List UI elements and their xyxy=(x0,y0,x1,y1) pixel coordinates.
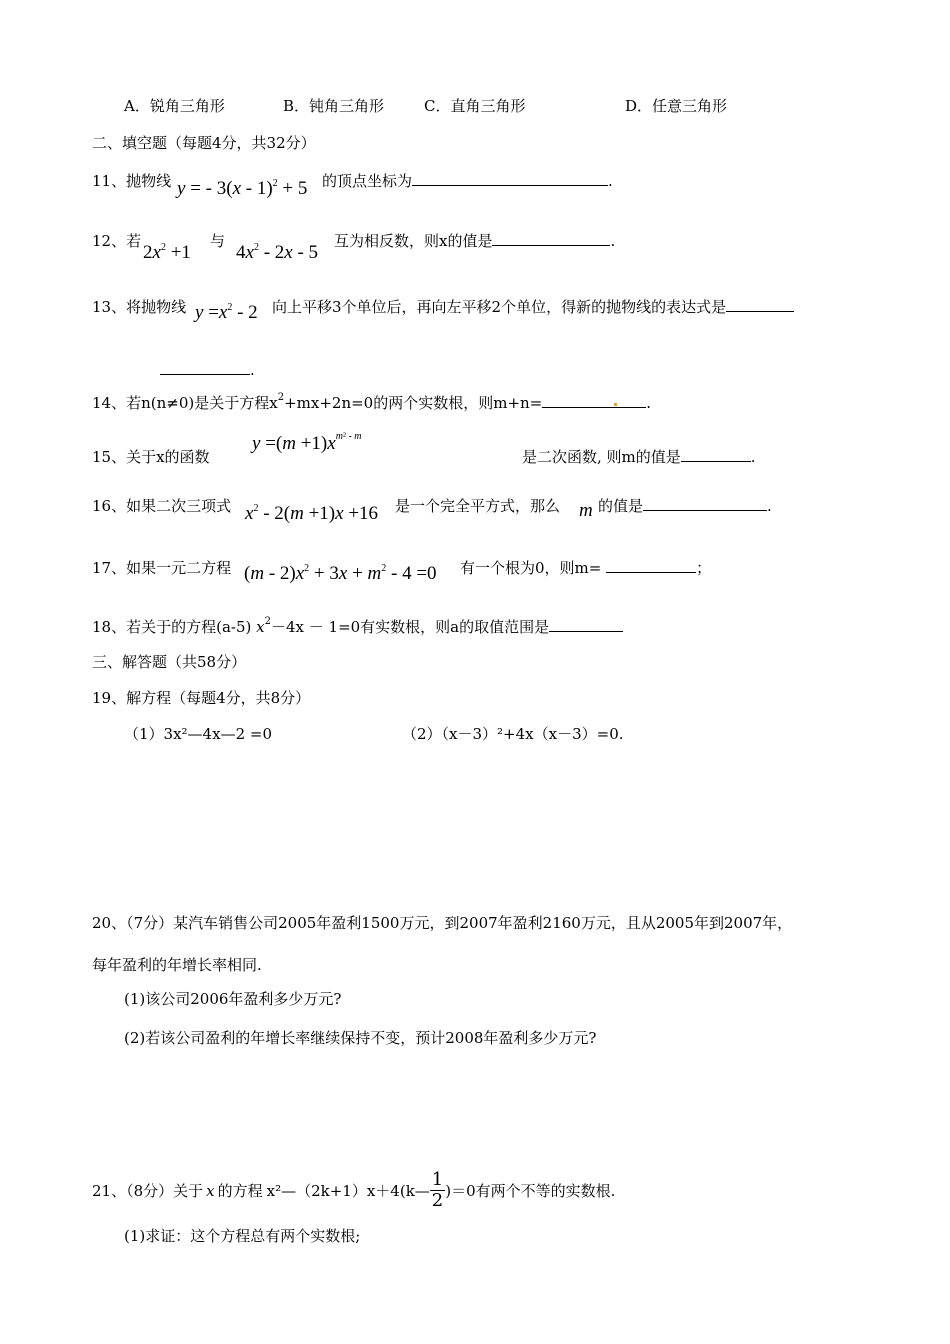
q13-answer-blank-2 xyxy=(160,360,250,375)
question-16 xyxy=(92,495,231,516)
q16-mid: 是一个完全平方式，那么 xyxy=(395,497,561,515)
section-2-heading: 二、填空题（每题4分，共32分） xyxy=(92,134,316,152)
q13-formula: $y =x^2 - 2$ xyxy=(195,302,258,323)
q14-number: 14、 xyxy=(92,394,127,412)
section-3-heading: 三、解答题（共58分） xyxy=(92,653,247,671)
option-d: D．任意三角形 xyxy=(625,97,728,115)
q15-answer-blank xyxy=(681,447,751,462)
q16-end: . xyxy=(767,497,772,515)
q21-mid: 的方程 xyxy=(217,1182,263,1200)
question-15 xyxy=(92,446,210,467)
q13-pre: 将抛物线 xyxy=(126,298,187,316)
question-20-line2: 每年盈利的年增长率相同. xyxy=(92,956,262,974)
q11-post xyxy=(322,170,613,191)
question-12 xyxy=(92,230,141,251)
q12-formula-b: $4x^2 - 2x - 5$ xyxy=(236,242,319,263)
q13-number: 13、 xyxy=(92,298,127,316)
q15-post-text: 是二次函数, 则m的值是 xyxy=(522,448,681,466)
q15-pre: 关于x的函数 xyxy=(126,448,210,466)
q12-number: 12、 xyxy=(92,232,127,250)
q20-part-1: (1)该公司2006年盈利多少万元? xyxy=(124,990,342,1008)
q18-answer-blank xyxy=(549,617,623,632)
q21-frac-num: 1 xyxy=(431,1169,444,1190)
q12-end: . xyxy=(610,232,616,250)
q14-answer-blank-2 xyxy=(616,393,646,408)
q11-post-text: 的顶点坐标为 xyxy=(322,172,413,190)
q14-pre: 若n(n xyxy=(126,394,167,412)
question-14 xyxy=(92,392,651,413)
q11-number: 11、 xyxy=(92,172,127,190)
q19-part-2: （2）（x－3）²+4x（x－3）=0. xyxy=(402,725,624,743)
q17-post-text: 有一个根为0，则m= xyxy=(460,559,602,577)
q17-answer-blank xyxy=(606,558,696,573)
question-13 xyxy=(92,296,186,317)
q14-sup: 2 xyxy=(277,392,285,403)
q11-pre: 抛物线 xyxy=(126,172,172,190)
q13-line2 xyxy=(160,360,255,379)
q21-var-x: x xyxy=(206,1181,215,1200)
q16-post xyxy=(598,495,772,516)
question-17 xyxy=(92,557,231,578)
q16-var: m xyxy=(579,500,593,521)
q14-end: . xyxy=(646,394,652,412)
q14-mark xyxy=(614,403,617,406)
q12-post xyxy=(334,230,615,251)
q13-post xyxy=(272,296,794,317)
q12-post-text: 互为相反数，则x的值是 xyxy=(334,232,493,250)
option-a: A．锐角三角形 xyxy=(124,97,225,115)
q12-pre: 若 xyxy=(126,232,142,250)
q14-neq: ≠ xyxy=(166,394,179,412)
q17-number: 17、 xyxy=(92,559,127,577)
q15-post xyxy=(522,446,756,467)
q18-sup: 2 xyxy=(264,616,271,627)
q20-part-2: (2)若该公司盈利的年增长率继续保持不变，预计2008年盈利多少万元? xyxy=(124,1029,597,1047)
q17-pre: 如果一元二方程 xyxy=(126,559,232,577)
q14-answer-blank xyxy=(542,393,616,408)
q21-pre: 21、（8分）关于 xyxy=(92,1182,204,1200)
q19-part-1: （1）3x²—4x—2 =0 xyxy=(124,725,272,743)
question-11 xyxy=(92,170,171,191)
q18-var-x: x xyxy=(256,618,265,636)
q13-end: . xyxy=(250,361,255,379)
q16-formula: $x^2 - 2(m +1)x +16$ xyxy=(245,503,379,524)
q11-end: . xyxy=(608,172,613,190)
q17-end: ； xyxy=(696,559,712,577)
q21-frac-den: 2 xyxy=(431,1190,444,1211)
q12-mid: 与 xyxy=(210,232,226,250)
q16-number: 16、 xyxy=(92,497,127,515)
q11-answer-blank xyxy=(412,171,608,186)
q14-text2: +mx+2n=0的两个实数根，则m+n= xyxy=(284,394,543,412)
q11-formula: y = - 3(x - 1)$^2$ + 5 xyxy=(177,178,308,199)
question-19-title: 19、解方程（每题4分，共8分） xyxy=(92,689,311,707)
q16-pre: 如果二次三项式 xyxy=(126,497,232,515)
q21-equation-part-1: x²—（2k+1）x＋4(k— xyxy=(266,1182,430,1200)
q17-post xyxy=(460,557,711,578)
q15-number: 15、 xyxy=(92,448,127,466)
q21-fraction xyxy=(430,1170,445,1211)
q16-answer-blank xyxy=(643,496,767,511)
question-21 xyxy=(92,1170,615,1211)
q12-answer-blank xyxy=(492,231,610,246)
q18-rest: －4x － 1=0有实数根，则a的取值范围是 xyxy=(270,618,550,636)
question-20-line1: 20、（7分）某汽车销售公司2005年盈利1500万元，到2007年盈利2160万元，且从2005年到2007年， xyxy=(92,914,793,932)
q15-formula: $y =(m +1)x^{m^2 - m}$ xyxy=(252,431,362,454)
q21-equation-part-2: )＝0有两个不等的实数根. xyxy=(445,1182,616,1200)
q13-post-text: 向上平移3个单位后，再向左平移2个单位，得新的抛物线的表达式是 xyxy=(272,298,727,316)
question-18 xyxy=(92,616,623,637)
option-b: B．钝角三角形 xyxy=(283,97,385,115)
q21-part-1: (1)求证：这个方程总有两个实数根; xyxy=(124,1227,361,1245)
q14-text: 0)是关于方程x xyxy=(178,394,278,412)
q15-end: . xyxy=(750,448,756,466)
q13-answer-blank-1 xyxy=(726,297,794,312)
q17-formula: $(m - 2)x^2 + 3x + m^2 - 4 =0$ xyxy=(244,563,437,584)
q16-post-text: 的值是 xyxy=(598,497,644,515)
option-c: C．直角三角形 xyxy=(424,97,526,115)
q18-pre: 18、若关于的方程(a-5) xyxy=(92,618,252,636)
q12-formula-a: $2x^2 +1$ xyxy=(143,242,191,263)
